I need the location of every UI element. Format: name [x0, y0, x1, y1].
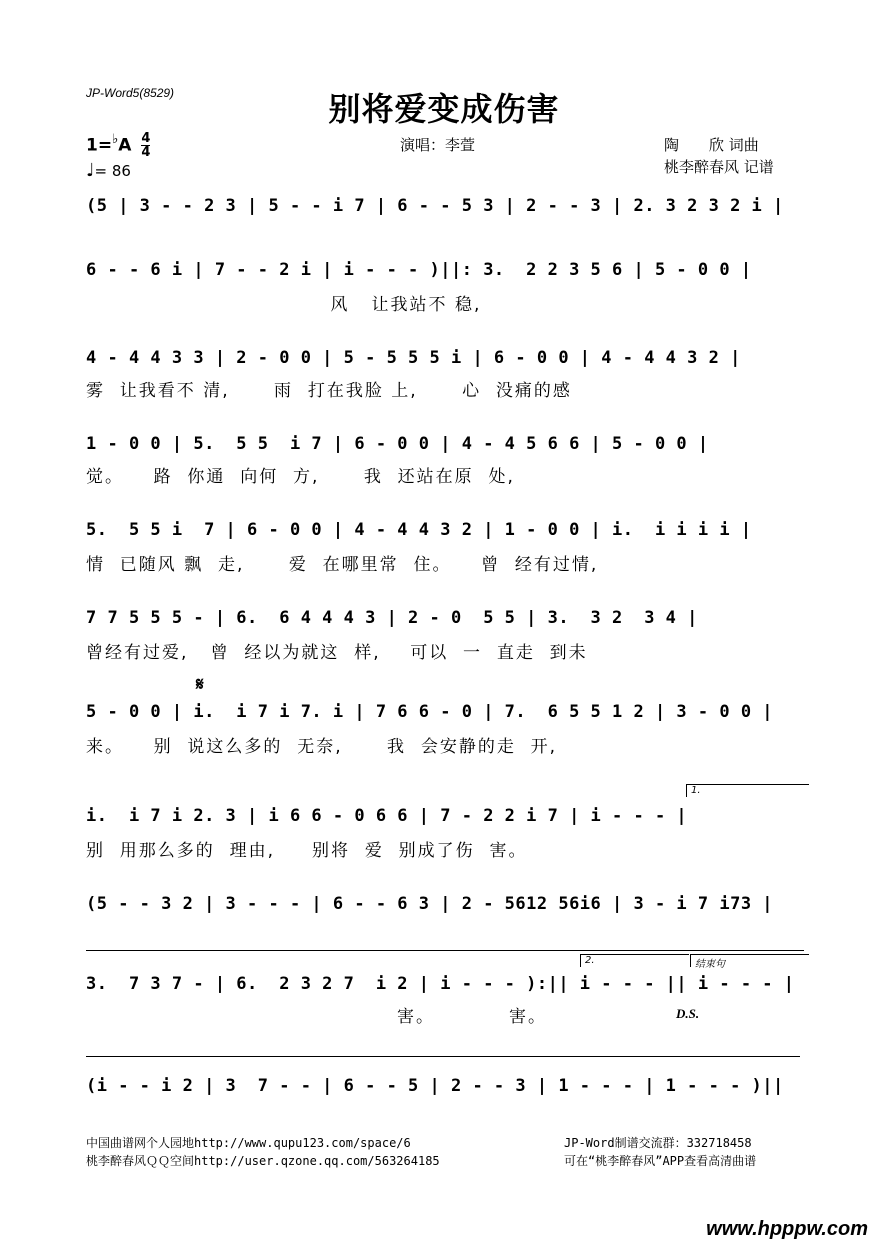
- score-row-3-notes: 4 - 4 4 3 3 | 2 - 0 0 | 5 - 5 5 5 i | 6 - 0 0 | 4 - 4 4 3 2 |: [86, 348, 741, 368]
- singer: 演唱：李萱: [400, 136, 476, 154]
- ds-mark: D.S.: [676, 1006, 700, 1021]
- score-row-4-lyrics: 觉。 路 你通 向何 方, 我 还站在原 处,: [86, 467, 515, 487]
- footer-left-line-2: 桃李醉春风ＱＱ空间http://user.qzone.qq.com/563264185: [86, 1154, 440, 1168]
- software-tag: JP-Word5(8529): [86, 86, 175, 100]
- score-row-6-notes: 7 7 5 5 5 - | 6. 6 4 4 4 3 | 2 - 0 5 5 | 3. 3 2 3 4 |: [86, 608, 698, 628]
- volta-first-ending: 1.: [686, 784, 809, 797]
- score-row-3-lyrics: 雾 让我看不 清, 雨 打在我脸 上, 心 没痛的感: [86, 381, 572, 401]
- footer-right-line-2: 可在“桃李醉春风”APP查看高清曲谱: [564, 1154, 757, 1168]
- score-row-5-notes: 5. 5 5 i 7 | 6 - 0 0 | 4 - 4 4 3 2 | 1 - 0 0 | i. i i i i |: [86, 520, 752, 540]
- volta-second-ending: 2.: [580, 954, 689, 967]
- score-row-4-notes: 1 - 0 0 | 5. 5 5 i 7 | 6 - 0 0 | 4 - 4 5 6 6 | 5 - 0 0 |: [86, 434, 709, 454]
- transcriber: 桃李醉春风 记谱: [664, 158, 774, 176]
- score-row-9-notes: (5 - - 3 2 | 3 - - - | 6 - - 6 3 | 2 - 5612 56i6 | 3 - i 7 i73 |: [86, 894, 774, 914]
- tempo-note-icon: ♩: [86, 160, 95, 181]
- system-line-2: [86, 1056, 800, 1057]
- score-row-8-notes: i. i 7 i 2. 3 | i 6 6 - 0 6 6 | 7 - 2 2 i 7 | i - - - |: [86, 806, 688, 826]
- ending-label: 结束句: [690, 954, 809, 967]
- score-row-10-lyrics: 害。 害。: [86, 1007, 547, 1027]
- score-row-2-notes: 6 - - 6 i | 7 - - 2 i | i - - - )||: 3. 2 2 3 5 6 | 5 - 0 0 |: [86, 260, 752, 280]
- score-row-7-lyrics: 来。 别 说这么多的 无奈, 我 会安静的走 开,: [86, 737, 558, 757]
- score-row-6-lyrics: 曾经有过爱, 曾 经以为就这 样, 可以 一 直走 到未: [86, 643, 588, 663]
- tempo: [86, 160, 131, 181]
- score-row-1-notes: (5 | 3 - - 2 3 | 5 - - i 7 | 6 - - 5 3 | 2 - - 3 | 2. 3 2 3 2 i |: [86, 196, 784, 216]
- key-prefix: 1=: [86, 135, 113, 156]
- page-title: 别将爱变成伤害: [328, 90, 560, 128]
- key-note: A: [118, 135, 132, 156]
- key-signature: [86, 132, 150, 159]
- key-flat: ♭: [112, 132, 119, 147]
- score-row-5-lyrics: 情 已随风 飘 走, 爱 在哪里常 住。 曾 经有过情,: [86, 555, 599, 575]
- watermark: www.hpppw.com: [706, 1218, 868, 1240]
- footer-left-line-1: 中国曲谱网个人园地http://www.qupu123.com/space/6: [86, 1136, 411, 1150]
- score-row-7-notes: 5 - 0 0 | i. i 7 i 7. i | 7 6 6 - 0 | 7. 6 5 5 1 2 | 3 - 0 0 |: [86, 702, 774, 722]
- lyricist-composer: 陶 欣 词曲: [664, 136, 759, 154]
- footer-right-line-1: JP-Word制谱交流群：332718458: [564, 1136, 752, 1150]
- score-row-2-lyrics: 风 让我站不 稳,: [86, 295, 482, 315]
- system-line: [86, 950, 804, 951]
- segno-sign: 𝄋: [196, 674, 204, 695]
- score-row-10-notes: 3. 7 3 7 - | 6. 2 3 2 7 i 2 | i - - - ):|| i - - - || i - - - |: [86, 974, 795, 994]
- tempo-value: = 86: [94, 162, 131, 180]
- time-signature: [141, 132, 150, 159]
- score-row-11-notes: (i - - i 2 | 3 7 - - | 6 - - 5 | 2 - - 3 | 1 - - - | 1 - - - )||: [86, 1076, 784, 1096]
- time-bottom: 4: [141, 145, 151, 160]
- time-top: 4: [141, 131, 151, 146]
- score-row-8-lyrics: 别 用那么多的 理由, 别将 爱 别成了伤 害。: [86, 841, 528, 861]
